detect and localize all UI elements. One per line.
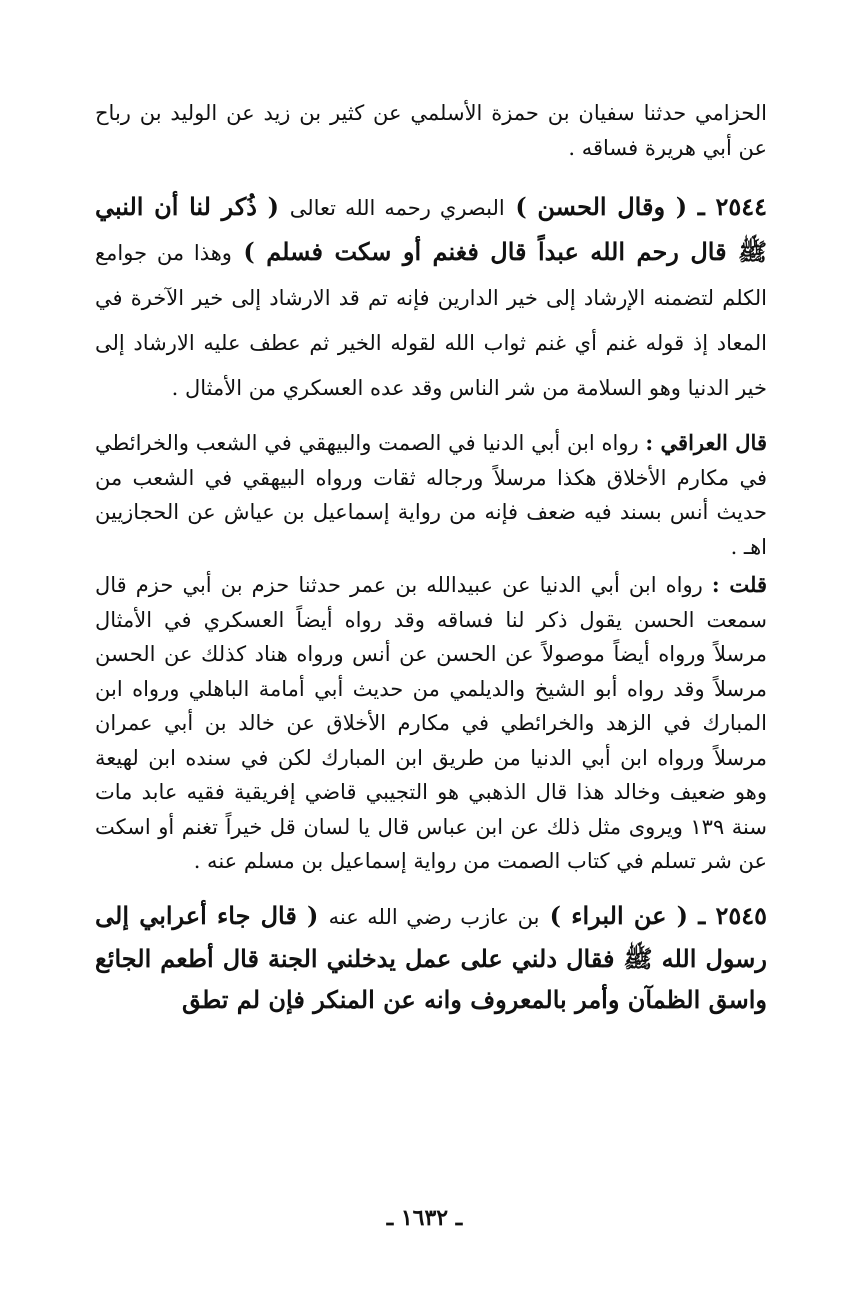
qultu-label: قلت :: [711, 572, 767, 597]
hadith-2544-quote: ( ذُكر لنا أن النبي ﷺ قال رحم الله عبداً قال فغنم أو سكت فسلم ): [95, 192, 768, 266]
hadith-2545-narrator: ( عن البراء ): [549, 900, 689, 930]
paragraph-intro: [95, 96, 767, 165]
hadith-2544-honorific: البصري رحمه الله تعالى: [289, 196, 505, 220]
hadith-2545: [95, 895, 767, 1020]
hadith-2544-number: ٢٥٤٤ ـ: [697, 192, 767, 221]
intro-text: الحزامي حدثنا سفيان بن حمزة الأسلمي عن كثير بن زيد عن الوليد بن رباح عن أبي هريرة فساقه .: [95, 101, 767, 160]
hadith-2544: [95, 185, 767, 410]
hadith-2545-number: ٢٥٤٥ ـ: [698, 900, 768, 930]
hadith-2544-commentary: وهذا من جوامع الكلم لتضمنه الإرشاد إلى خير الدارين فإنه تم قد الارشاد إلى خير الآخرة في المعاد إذ قوله غنم أي غنم ثواب الله لقوله الخير ثم عطف عليه الارشاد إلى خير الدنيا وهو السلامة من شر الناس وقد عده العسكري من الأمثال .: [95, 241, 767, 400]
iraqi-note: [95, 426, 767, 564]
qultu-text: رواه ابن أبي الدنيا عن عبيدالله بن عمر حدثنا حزم بن أبي حزم قال سمعت الحسن يقول ذكر لنا فساقه وقد رواه أيضاً العسكري في الأمثال مرسلاً ورواه أيضاً موصولاً عن الحسن عن أنس ورواه هناد كذلك عن الحسن مرسلاً وقد رواه أبو الشيخ والديلمي من حديث أبي أمامة الباهلي ورواه ابن المبارك في الزهد والخرائطي في مكارم الأخلاق عن خالد بن أبي عمران مرسلاً ورواه ابن أبي الدنيا من طريق ابن المبارك لكن في سنده ابن لهيعة وهو ضعيف وخالد هذا قال الذهبي هو التجيبي قاضي إفريقية فقيه عابد مات سنة ١٣٩ ويروى مثل ذلك عن ابن عباس قال يا لسان قل خيراً تغنم أو اسكت عن شر تسلم في كتاب الصمت من رواية إسماعيل بن مسلم عنه .: [95, 573, 767, 873]
hadith-2545-quote: ( قال جاء أعرابي إلى رسول الله ﷺ فقال دلني على عمل يدخلني الجنة قال أطعم الجائع واسق الظمآن وأمر بالمعروف وانه عن المنكر فإن لم تطق: [95, 900, 767, 1014]
iraqi-label: قال العراقي :: [645, 430, 767, 455]
hadith-2544-narrator: ( وقال الحسن ): [515, 192, 688, 221]
hadith-2545-honorific: بن عازب رضي الله عنه: [328, 904, 540, 929]
page-number: ـ ١٦٣٢ ـ: [386, 1205, 463, 1231]
qultu-note: [95, 568, 767, 879]
page-body: [95, 96, 767, 1020]
iraqi-text: رواه ابن أبي الدنيا في الصمت والبيهقي في الشعب والخرائطي في مكارم الأخلاق هكذا مرسلاً ورجاله ثقات ورواه البيهقي في الشعب من حديث أنس بسند فيه ضعف فإنه من رواية إسماعيل بن عياش عن الحجازيين اهـ .: [95, 431, 767, 559]
